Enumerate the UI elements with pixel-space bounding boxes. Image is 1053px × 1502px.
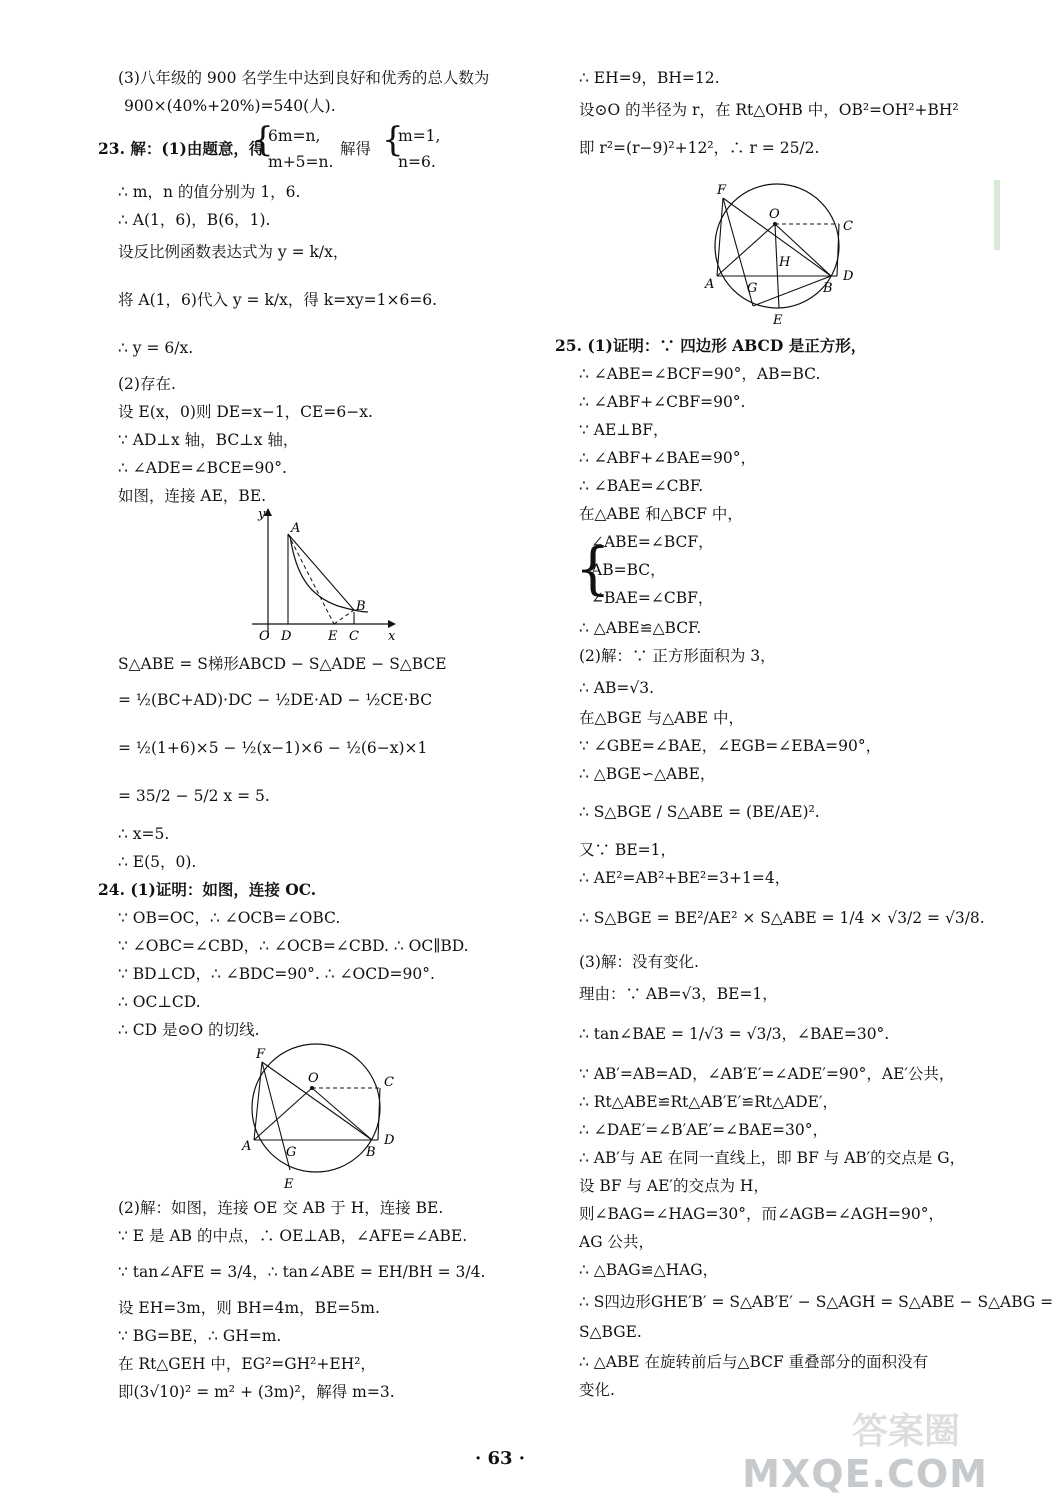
q25-heading: 25. (1)证明：∵ 四边形 ABCD 是正方形， bbox=[555, 336, 867, 355]
system-eq: n=6. bbox=[398, 153, 436, 171]
text-line: S△BGE. bbox=[579, 1323, 642, 1341]
watermark: MXQE.COM bbox=[742, 1452, 988, 1496]
fig-label: D bbox=[843, 269, 854, 284]
fig-label: D bbox=[281, 629, 292, 644]
text-line: ∴ △BGE∽△ABE， bbox=[579, 765, 716, 783]
text-line: ∠ABE=∠BCF， bbox=[591, 533, 714, 551]
text-line: AG 公共， bbox=[579, 1233, 655, 1251]
text-line: ∵ OB=OC，∴ ∠OCB=∠OBC. bbox=[118, 909, 341, 927]
text-line: 在△BGE 与△ABE 中， bbox=[579, 709, 744, 727]
text-line: 设 EH=3m，则 BH=4m，BE=5m. bbox=[118, 1299, 380, 1317]
text-line: ∵ AB′=AB=AD，∠AB′E′=∠ADE′=90°，AE′公共， bbox=[579, 1065, 955, 1083]
fig-label: C bbox=[349, 629, 359, 644]
text-line: ∴ EH=9，BH=12. bbox=[579, 69, 720, 87]
fig-label: H bbox=[779, 255, 791, 270]
watermark-cn: 答案圈 bbox=[851, 1411, 960, 1452]
fig-label: O bbox=[769, 207, 780, 222]
text-line: 设 BF 与 AE′的交点为 H， bbox=[579, 1177, 769, 1195]
page-edge-tab bbox=[994, 180, 1000, 250]
text-line: = ½(1+6)×5 − ½(x−1)×6 − ½(6−x)×1 bbox=[118, 739, 428, 757]
text-line: S△ABE = S梯形ABCD − S△ADE − S△BCE bbox=[118, 655, 447, 673]
text-line: ∴ △ABE 在旋转前后与△BCF 重叠部分的面积没有 bbox=[579, 1353, 929, 1371]
text-line: ∵ AD⊥x 轴，BC⊥x 轴， bbox=[118, 431, 299, 449]
fig-label: O bbox=[259, 629, 270, 644]
text-line: ∵ tan∠AFE = 3/4，∴ tan∠ABE = EH/BH = 3/4. bbox=[118, 1263, 486, 1281]
text-line: 如图，连接 AE，BE. bbox=[118, 487, 267, 505]
text-line: ∴ ∠ABF+∠CBF=90°. bbox=[579, 393, 746, 411]
text-line: ∵ E 是 AB 的中点，∴ OE⊥AB，∠AFE=∠ABE. bbox=[118, 1227, 468, 1245]
text-line: 在△ABE 和△BCF 中， bbox=[579, 505, 743, 523]
text-line: ∴ x=5. bbox=[118, 825, 170, 843]
fig-label: E bbox=[773, 313, 783, 328]
system-brace: { bbox=[575, 537, 611, 602]
text-line: 设反比例函数表达式为 y = k/x， bbox=[118, 243, 349, 261]
fig-label: E bbox=[284, 1177, 294, 1192]
fig-label: B bbox=[823, 281, 833, 296]
text-line: 解得 bbox=[340, 140, 372, 158]
text-line: ∵ BG=BE，∴ GH=m. bbox=[118, 1327, 282, 1345]
fig-label: A bbox=[291, 521, 301, 536]
fig-label: A bbox=[705, 277, 715, 292]
q24-heading: 24. (1)证明：如图，连接 OC. bbox=[98, 880, 317, 899]
text-line: 设 E(x，0)则 DE=x−1，CE=6−x. bbox=[118, 403, 373, 421]
text-line: ∴ S△BGE = BE²/AE² × S△ABE = 1/4 × √3/2 = √3/8. bbox=[579, 909, 985, 927]
system-brace: { bbox=[252, 120, 274, 160]
text-line: ∵ ∠OBC=∠CBD，∴ ∠OCB=∠CBD. ∴ OC∥BD. bbox=[118, 937, 469, 955]
text-line: (2)解：∵ 正方形面积为 3， bbox=[579, 647, 776, 665]
fig-label: C bbox=[384, 1075, 394, 1090]
fig-label: O bbox=[308, 1071, 319, 1086]
text-line: ∴ AB′与 AE 在同一直线上，即 BF 与 AB′的交点是 G， bbox=[579, 1149, 966, 1167]
text-line: ∴ tan∠BAE = 1/√3 = √3/3，∠BAE=30°. bbox=[579, 1025, 890, 1043]
text-line: ∴ △BAG≌△HAG， bbox=[579, 1261, 719, 1279]
coordinate-figure bbox=[248, 506, 398, 644]
text-line: ∴ AE²=AB²+BE²=3+1=4， bbox=[579, 869, 791, 887]
text-line: ∴ ∠ABE=∠BCF=90°，AB=BC. bbox=[579, 365, 821, 383]
text-line: ∠BAE=∠CBF， bbox=[591, 589, 714, 607]
fig-label: x bbox=[388, 629, 396, 644]
fig-label: F bbox=[256, 1047, 266, 1062]
text-line: (3)解：没有变化. bbox=[579, 953, 699, 971]
text-line: ∴ y = 6/x. bbox=[118, 339, 194, 357]
text-line: ∵ AE⊥BF， bbox=[579, 421, 669, 439]
fig-label: B bbox=[366, 1145, 376, 1160]
text-line: (2)存在. bbox=[118, 375, 176, 393]
q23-heading: 23. 解：(1)由题意，得 bbox=[98, 139, 265, 158]
text-line: (3)八年级的 900 名学生中达到良好和优秀的总人数为 bbox=[118, 69, 490, 87]
text-line: 变化. bbox=[579, 1381, 615, 1399]
text-line: ∴ S四边形GHE′B′ = S△AB′E′ − S△AGH = S△ABE − S△ABG = bbox=[579, 1293, 1053, 1311]
fig-label: G bbox=[747, 281, 758, 296]
text-line: AB=BC， bbox=[591, 561, 666, 579]
system-eq: m+5=n. bbox=[268, 153, 334, 171]
system-eq: 6m=n, bbox=[268, 127, 321, 145]
text-line: 则∠BAG=∠HAG=30°，而∠AGB=∠AGH=90°， bbox=[579, 1205, 944, 1223]
text-line: ∴ m，n 的值分别为 1，6. bbox=[118, 183, 301, 201]
text-line: ∴ Rt△ABE≌Rt△AB′E′≌Rt△ADE′， bbox=[579, 1093, 839, 1111]
text-line: ∴ ∠ADE=∠BCE=90°. bbox=[118, 459, 287, 477]
text-line: ∴ AB=√3. bbox=[579, 679, 655, 697]
system-eq: m=1, bbox=[398, 127, 441, 145]
fig-label: B bbox=[356, 599, 366, 614]
text-line: 又∵ BE=1， bbox=[579, 841, 676, 859]
text-line: ∴ E(5，0). bbox=[118, 853, 197, 871]
text-line: 理由：∵ AB=√3，BE=1， bbox=[579, 985, 778, 1003]
text-line: 设⊙O 的半径为 r，在 Rt△OHB 中，OB²=OH²+BH² bbox=[579, 101, 959, 119]
text-line: ∴ ∠DAE′=∠B′AE′=∠BAE=30°， bbox=[579, 1121, 828, 1139]
fig-label: E bbox=[328, 629, 338, 644]
text-line: ∴ OC⊥CD. bbox=[118, 993, 201, 1011]
fig-label: y bbox=[258, 507, 266, 522]
text-line: = ½(BC+AD)·DC − ½DE·AD − ½CE·BC bbox=[118, 691, 433, 709]
text-line: 即(3√10)² = m² + (3m)²，解得 m=3. bbox=[118, 1383, 395, 1401]
fig-label: C bbox=[843, 219, 853, 234]
text-line: ∴ CD 是⊙O 的切线. bbox=[118, 1021, 260, 1039]
page-number: · 63 · bbox=[474, 1448, 526, 1469]
text-line: 在 Rt△GEH 中，EG²=GH²+EH²， bbox=[118, 1355, 376, 1373]
text-line: 即 r²=(r−9)²+12²，∴ r = 25/2. bbox=[579, 139, 820, 157]
text-line: 900×(40%+20%)=540(人). bbox=[124, 97, 336, 115]
fig-label: D bbox=[384, 1133, 395, 1148]
fig-label: A bbox=[242, 1139, 252, 1154]
text-line: = 35/2 − 5/2 x = 5. bbox=[118, 787, 270, 805]
system-brace: { bbox=[382, 120, 404, 160]
text-line: ∴ △ABE≌△BCF. bbox=[579, 619, 702, 637]
text-line: (2)解：如图，连接 OE 交 AB 于 H，连接 BE. bbox=[118, 1199, 444, 1217]
text-line: ∴ ∠ABF+∠BAE=90°， bbox=[579, 449, 756, 467]
text-line: ∴ A(1，6)，B(6，1). bbox=[118, 211, 271, 229]
text-line: ∴ S△BGE / S△ABE = (BE/AE)². bbox=[579, 803, 820, 821]
fig-label: G bbox=[286, 1145, 297, 1160]
circle-figure-1 bbox=[242, 1042, 412, 1194]
text-line: ∴ ∠BAE=∠CBF. bbox=[579, 477, 704, 495]
circle-figure-2 bbox=[703, 180, 873, 328]
text-line: ∵ ∠GBE=∠BAE，∠EGB=∠EBA=90°， bbox=[579, 737, 882, 755]
text-line: ∵ BD⊥CD，∴ ∠BDC=90°. ∴ ∠OCD=90°. bbox=[118, 965, 435, 983]
fig-label: F bbox=[717, 183, 727, 198]
text-line: 将 A(1，6)代入 y = k/x，得 k=xy=1×6=6. bbox=[118, 291, 438, 309]
